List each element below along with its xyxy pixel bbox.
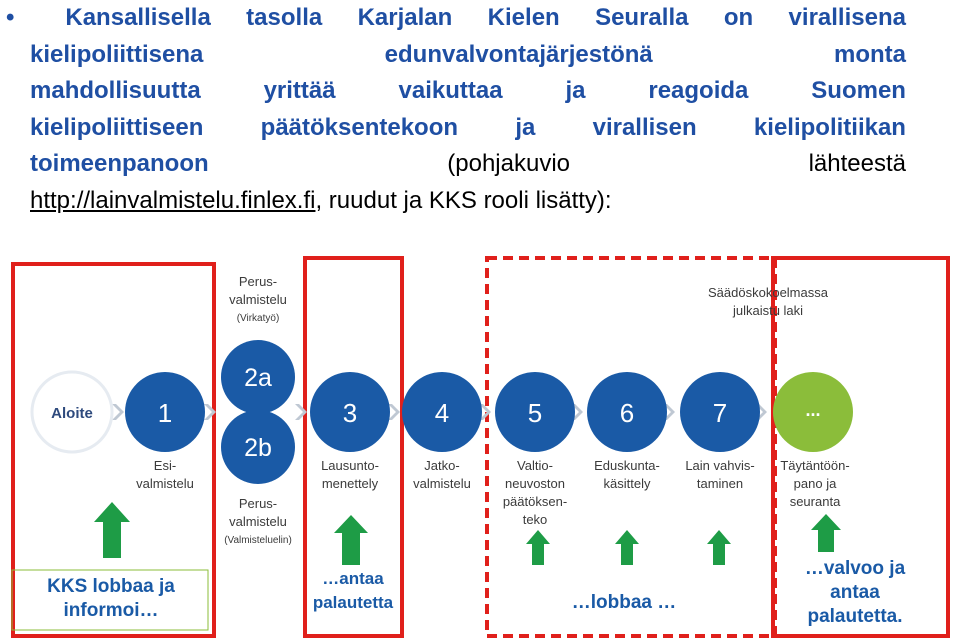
footer-label-top: Perus- bbox=[238, 496, 278, 511]
footer-label-mid: valmistelu bbox=[229, 514, 287, 529]
word: virallisena bbox=[788, 4, 906, 31]
word: yrittää bbox=[263, 77, 336, 104]
word: vaikuttaa bbox=[398, 77, 503, 104]
text-line-6 bbox=[6, 183, 906, 220]
word: ja bbox=[515, 113, 536, 141]
word: kielipoliittisena bbox=[30, 40, 204, 68]
caption-5-line-2: neuvoston bbox=[505, 476, 565, 491]
word: reagoida bbox=[648, 77, 749, 104]
header-label-top: Perus- bbox=[238, 274, 278, 289]
word: päätöksentekoon bbox=[260, 113, 459, 141]
word: ja bbox=[565, 77, 586, 104]
legislative-process-diagram bbox=[0, 240, 960, 640]
caption-1-line-1: Esi- bbox=[153, 458, 177, 473]
footer-label-sub: (Valmisteluelin) bbox=[224, 535, 292, 546]
chevron-icon bbox=[112, 404, 124, 420]
word: tasolla bbox=[246, 4, 323, 31]
caption-5-line-4: teko bbox=[522, 512, 548, 527]
arrow-up-icon bbox=[615, 530, 639, 565]
role-1-line-1: KKS lobbaa ja bbox=[47, 576, 175, 597]
caption-impl-line-1: Täytäntöön- bbox=[780, 458, 850, 473]
node-label-implementation: ... bbox=[805, 400, 821, 420]
arrow-up-icon bbox=[94, 502, 130, 558]
node-label-6: 6 bbox=[619, 398, 635, 428]
caption-6-line-2: käsittely bbox=[603, 476, 651, 491]
word: kielipolitiikan bbox=[753, 113, 906, 141]
caption-3-line-2: menettely bbox=[321, 476, 379, 491]
node-label-7: 7 bbox=[712, 398, 728, 428]
role-4-line-2: antaa bbox=[830, 582, 880, 603]
word: Kansallisella bbox=[65, 4, 211, 31]
node-label-2a: 2a bbox=[244, 364, 272, 392]
node-label-4: 4 bbox=[434, 398, 450, 428]
word: monta bbox=[834, 40, 906, 68]
word: toimeenpanoon bbox=[30, 150, 209, 177]
publish-label-2: julkaistu laki bbox=[732, 303, 804, 318]
text-line-3 bbox=[6, 73, 906, 110]
source-link[interactable]: http://lainvalmistelu.finlex.fi bbox=[30, 186, 316, 214]
header-label-sub: (Virkatyö) bbox=[236, 313, 280, 324]
caption-7-line-1: Lain vahvis- bbox=[685, 458, 755, 473]
bullet-paragraph bbox=[6, 0, 906, 219]
node-label-5: 5 bbox=[527, 398, 543, 428]
role-4-line-1: …valvoo ja bbox=[804, 558, 906, 579]
publish-label-1: Säädöskokoelmassa bbox=[708, 285, 828, 300]
text-line-2 bbox=[6, 37, 906, 74]
role-2-line-1: …antaa bbox=[322, 569, 384, 588]
role-2-line-2: palautetta bbox=[312, 593, 394, 612]
word: mahdollisuutta bbox=[30, 77, 201, 104]
node-label-1: 1 bbox=[157, 398, 173, 428]
role-3-line-1: …lobbaa … bbox=[571, 592, 677, 613]
caption-5-line-1: Valtio- bbox=[517, 458, 553, 473]
arrow-up-icon bbox=[334, 515, 368, 565]
caption-7-line-2: taminen bbox=[696, 476, 744, 491]
word: virallisen bbox=[592, 113, 697, 141]
role-1-line-2: informoi… bbox=[63, 600, 159, 621]
word: (pohjakuvio bbox=[447, 150, 570, 177]
caption-6-line-1: Eduskunta- bbox=[594, 458, 660, 473]
word: lähteestä bbox=[808, 150, 906, 177]
node-label-2b: 2b bbox=[244, 434, 272, 462]
caption-5-line-3: päätöksen- bbox=[502, 494, 568, 509]
word: Suomen bbox=[811, 77, 906, 104]
header-label-mid: valmistelu bbox=[229, 292, 287, 307]
arrow-up-icon bbox=[811, 514, 841, 552]
word: on bbox=[723, 4, 754, 31]
node-label-3: 3 bbox=[342, 398, 358, 428]
word: Karjalan bbox=[357, 4, 453, 31]
text-line-4 bbox=[6, 110, 906, 147]
link-tail: , ruudut ja KKS rooli lisätty): bbox=[315, 186, 612, 214]
node-label-initiative: Aloite bbox=[51, 405, 93, 422]
word: Kielen bbox=[487, 4, 560, 31]
text-line-1 bbox=[6, 0, 906, 37]
role-4-line-3: palautetta. bbox=[807, 606, 903, 627]
text-line-5 bbox=[6, 146, 906, 183]
caption-3-line-1: Lausunto- bbox=[321, 458, 379, 473]
caption-4-line-2: valmistelu bbox=[413, 476, 471, 491]
caption-impl-line-2: pano ja bbox=[793, 476, 837, 491]
bullet-marker: • bbox=[6, 4, 15, 31]
word: Seuralla bbox=[595, 4, 689, 31]
word: edunvalvontajärjestönä bbox=[384, 40, 653, 68]
caption-4-line-1: Jatko- bbox=[424, 458, 460, 473]
caption-1-line-2: valmistelu bbox=[136, 476, 194, 491]
arrow-up-icon bbox=[526, 530, 550, 565]
word: kielipoliittiseen bbox=[30, 113, 204, 141]
arrow-up-icon bbox=[707, 530, 731, 565]
caption-impl-line-3: seuranta bbox=[789, 494, 841, 509]
